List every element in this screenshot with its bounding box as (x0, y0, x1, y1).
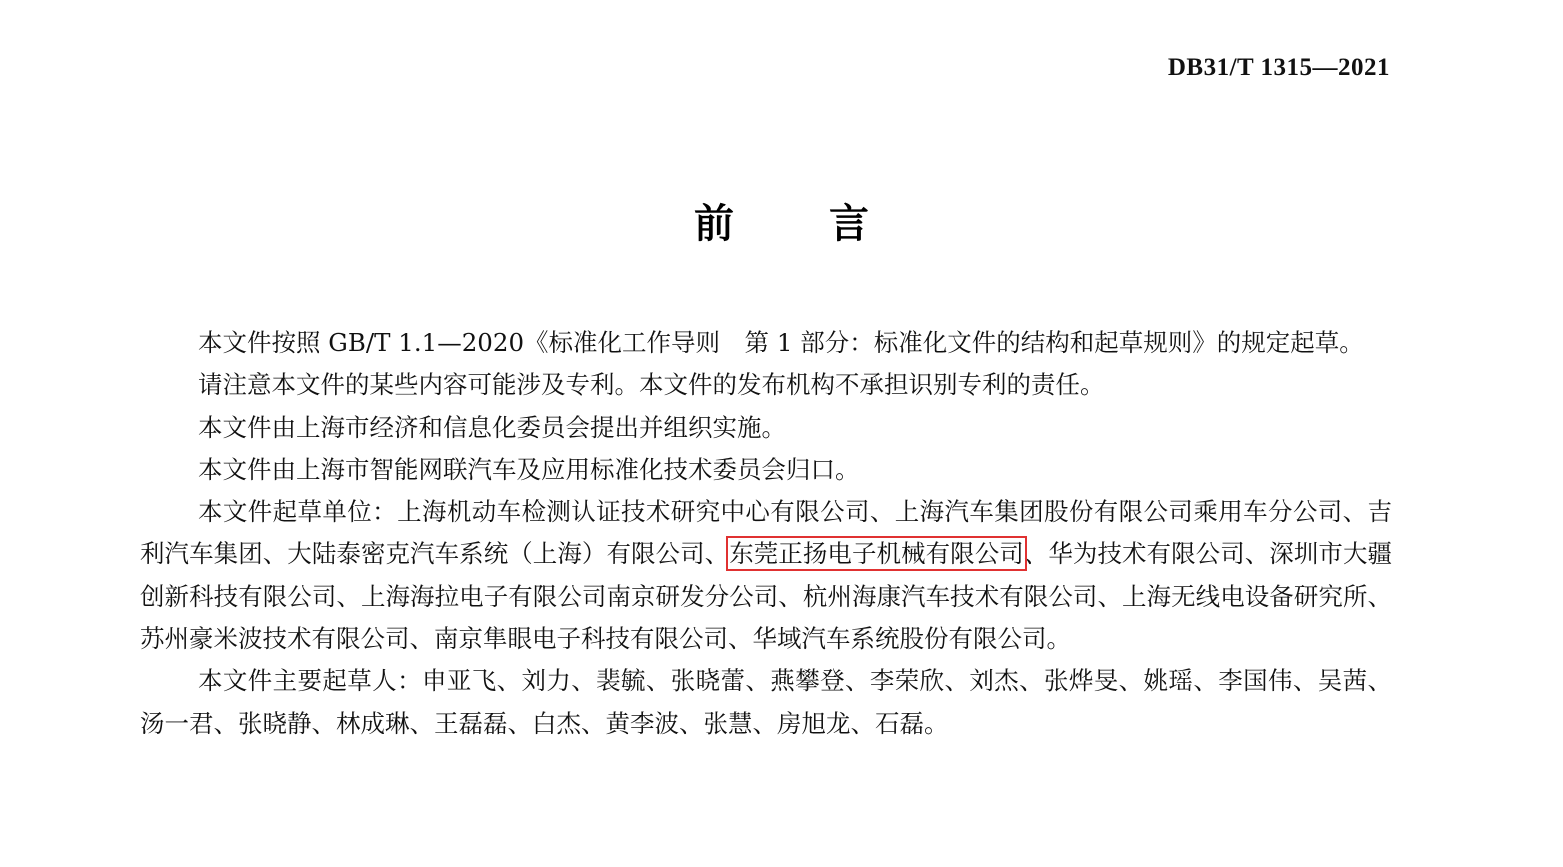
title-char-2: 言 (829, 200, 869, 247)
paragraph-administrator: 本文件由上海市智能网联汽车及应用标准化技术委员会归口。 (198, 454, 860, 484)
drafting-units-text-before: 本文件起草单位：上海机动车检测认证技术研究中心有限公司、上海汽车集团股份有限公司乘用车分公司、吉利汽车集团、大陆泰密克汽车系统（上海）有限公司、 (140, 497, 1392, 569)
paragraph-drafting-units (140, 491, 1392, 660)
foreword-body (140, 322, 1392, 745)
paragraph-patent-notice: 请注意本文件的某些内容可能涉及专利。本文件的发布机构不承担识别专利的责任。 (198, 370, 1105, 400)
paragraph-drafting-rules: 本文件按照 GB/T 1.1—2020《标准化工作导则 第 1 部分：标准化文件的结构和起草规则》的规定起草。 (198, 328, 1364, 357)
paragraph-drafters: 本文件主要起草人：申亚飞、刘力、裴毓、张晓蕾、燕攀登、李荣欣、刘杰、张烨旻、姚瑶、李国伟、吴茜、汤一君、张晓静、林成琳、王磊磊、白杰、黄李波、张慧、房旭龙、石磊。 (140, 666, 1392, 738)
title-char-1: 前 (694, 200, 734, 247)
paragraph-proposer: 本文件由上海市经济和信息化委员会提出并组织实施。 (198, 412, 786, 442)
highlighted-company: 东莞正扬电子机械有限公司 (729, 539, 1024, 569)
drafting-units-text-after: 、华为技术有限公司、深圳市大疆创新科技有限公司、上海海拉电子有限公司南京研发分公司、杭州海康汽车技术有限公司、上海无线电设备研究所、苏州豪米波技术有限公司、南京隼眼电子科技有限公司、华域汽车系统股份有限公司。 (140, 539, 1393, 654)
page-title (0, 192, 1563, 249)
standard-code: DB31/T 1315—2021 (1167, 54, 1390, 81)
